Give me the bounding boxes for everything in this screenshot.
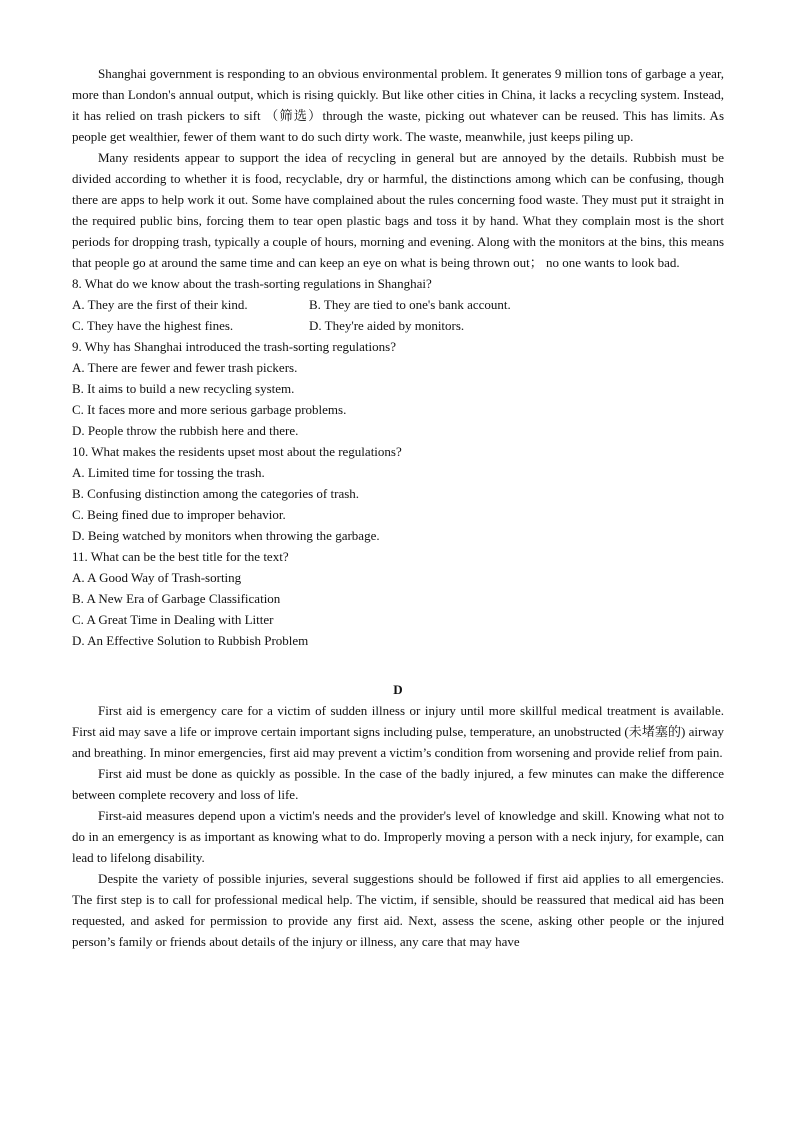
question-9 (72, 336, 724, 441)
option-a: A. A Good Way of Trash-sorting (72, 570, 242, 585)
passage-d-paragraph-3: First-aid measures depend upon a victim's needs and the provider's level of knowledge and skill. Knowing what not to do in an emergency is as important as knowing what to do. Improperly moving a person with a neck injury, for example, can lead to lifelong disability. (72, 808, 724, 865)
option-c: C. They have the highest fines. (72, 318, 234, 333)
option-d: D. Being watched by monitors when throwing the garbage. (72, 528, 380, 543)
option-row (72, 315, 724, 336)
document-page (72, 63, 724, 952)
option-c: C. It faces more and more serious garbage problems. (72, 402, 347, 417)
section-title: D (393, 682, 403, 697)
option-a: A. They are the first of their kind. (72, 297, 248, 312)
option-c: C. A Great Time in Dealing with Litter (72, 612, 274, 627)
option-c: C. Being fined due to improper behavior. (72, 507, 286, 522)
option-a: A. There are fewer and fewer trash pickers. (72, 360, 298, 375)
passage-d-paragraph-1: First aid is emergency care for a victim of sudden illness or injury until more skillful medical treatment is available. First aid may save a life or improve certain important signs including pulse, temperature, an unobstructed (未堵塞的) airway and breathing. In minor emergencies, first aid may prevent a victim’s condition from worsening and provide relief from pain. (72, 703, 724, 760)
question-stem: 9. Why has Shanghai introduced the trash-sorting regulations? (72, 339, 396, 354)
section-spacer (72, 651, 724, 672)
passage-c-paragraph-1: Shanghai government is responding to an obvious environmental problem. It generates 9 million tons of garbage a year, more than London's annual output, which is rising quickly. But like other cities in China, it lacks a recycling system. Instead, it has relied on trash pickers to sift （筛选）through the waste, picking out whatever can be reused. This has limits. As people get wealthier, fewer of them want to do such dirty work. The waste, meanwhile, just keeps piling up. (72, 66, 724, 144)
passage-c-paragraph-2: Many residents appear to support the idea of recycling in general but are annoyed by the details. Rubbish must be divided according to whether it is food, recyclable, dry or harmful, the distinctions among which can be confusing, though there are apps to help work it out. Some have complained about the rules concerning food waste. They must put it straight in the required public bins, forcing them to tear open plastic bags and toss it by hand. What they complain most is the short periods for dropping trash, typically a couple of hours, morning and evening. Along with the monitors at the bins, this means that people go at around the same time and can keep an eye on what is being thrown out； no one wants to look bad. (72, 150, 724, 270)
question-stem: 8. What do we know about the trash-sorting regulations in Shanghai? (72, 276, 432, 291)
question-8 (72, 273, 724, 336)
option-d: D. They're aided by monitors. (309, 318, 465, 333)
option-b: B. They are tied to one's bank account. (309, 297, 511, 312)
option-d: D. People throw the rubbish here and there. (72, 423, 299, 438)
question-10 (72, 441, 724, 546)
option-d: D. An Effective Solution to Rubbish Problem (72, 633, 309, 648)
passage-d-paragraph-2: First aid must be done as quickly as possible. In the case of the badly injured, a few minutes can make the difference between complete recovery and loss of life. (72, 766, 724, 802)
question-stem: 11. What can be the best title for the text? (72, 549, 289, 564)
passage-d-paragraph-4: Despite the variety of possible injuries, several suggestions should be followed if first aid applies to all emergencies. The first step is to call for professional medical help. The victim, if sensible, should be reassured that medical aid has been requested, and asked for permission to provide any first aid. Next, assess the scene, asking other people or the injured person’s family or friends about details of the injury or illness, any care that may have (72, 871, 724, 949)
option-b: B. Confusing distinction among the categories of trash. (72, 486, 360, 501)
option-b: B. A New Era of Garbage Classification (72, 591, 281, 606)
option-row (72, 294, 724, 315)
question-11 (72, 546, 724, 651)
question-stem: 10. What makes the residents upset most about the regulations? (72, 444, 402, 459)
option-a: A. Limited time for tossing the trash. (72, 465, 265, 480)
option-b: B. It aims to build a new recycling system. (72, 381, 295, 396)
